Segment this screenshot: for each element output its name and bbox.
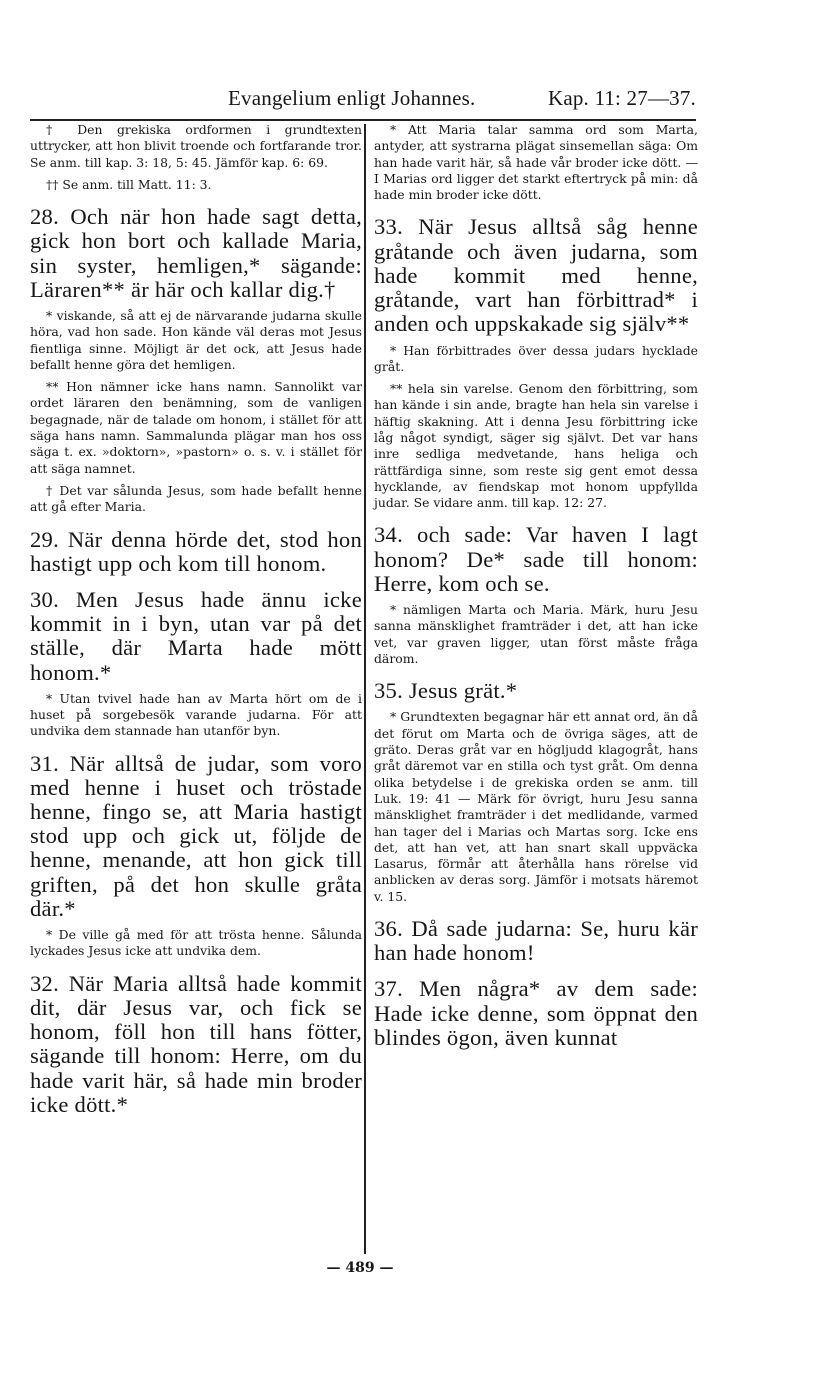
verse-31: 31. När alltså de judar, som voro med henne i huset och tröstade henne, fingo se, att Maria hastigt stod upp och gick ut, följde de henne, menande, att hon gick till griften, på det hon skulle gråta där.* [30,750,362,921]
footnote: * Utan tvivel hade han av Marta hört om de i huset på sorgebesök varande judarna. För att undvika dem stannade han utanför byn. [30,690,362,739]
verse-37: 37. Men några* av dem sade: Hade icke denne, som öppnat den blindes ögon, även kunnat [374,976,698,1050]
left-column [30,122,362,1123]
footnote: † Den grekiska ordformen i grundtexten uttrycker, att hon blivit troende och fortfarande tror. Se anm. till kap. 3: 18, 5: 45. Jämför kap. 6: 69. [30,122,362,170]
verse-33: 33. När Jesus alltså såg henne gråtande och även judarna, som hade kommit med henne, gråtande, vart han förbittrad* i anden och uppskakade sig själv** [374,214,698,337]
footnote: * Att Maria talar samma ord som Marta, antyder, att systrarna plägat sinsemellan säga: Om han hade varit här, så hade vår broder icke dött. — I Marias ord ligger det starkt eftertryck på min: då hade min broder icke dött. [374,122,698,203]
column-divider [364,124,366,1254]
footnote: ** Hon nämner icke hans namn. Sannolikt var ordet läraren den benämning, som de vanligen begagnade, när de talade om honom, i stället för att säga hans namn. Sammalunda plägar man hos oss säga t. ex. »doktorn», »pastorn» o. s. v. i stället för att säga namnet. [30,379,362,476]
verse-34: 34. och sade: Var haven I lagt honom? De* sade till honom: Herre, kom och se. [374,522,698,596]
footnote: ** hela sin varelse. Genom den förbittring, som han kände i sin ande, bragte han hela sin varelse i häftig skakning. Att i denna Jesu förbittring icke låg något syndigt, säger sig självt. Det var hans inre sedliga medvetande, hans heliga och rättfärdiga sinne, som reste sig gent emot dessa hycklande, av fiendskap mot honom uppfyllda judar. Se vidare anm. till kap. 12: 27. [374,381,698,511]
right-column [374,122,698,1056]
verse-35: 35. Jesus grät.* [374,678,518,704]
footnote: * De ville gå med för att trösta henne. Sålunda lyckades Jesus icke att undvika dem. [30,927,362,959]
footnote: * Grundtexten begagnar här ett annat ord, än då det förut om Marta och de övriga säges, att de gräto. Deras gråt var en högljudd klagogråt, hans gråt däremot var en stilla och tyst gråt. Om denna olika betydelse i de grekiska orden se anm. till Luk. 19: 41 — Märk för övrigt, huru Jesu sanna mänsklighet framträder i det medlidande, varmed han tager del i Marias och Martas sorg. Icke ens det, att han vet, att han snart skall uppväcka Lasarus, förmår att återhålla hans rörelse vid anblicken av deras sorg. Jämför i motsats häremot v. 15. [374,709,698,904]
footnote: * viskande, så att ej de närvarande judarna skulle höra, vad hon sade. Hon kände väl deras mot Jesus fientliga sinne. Möjligt är det ock, att Jesus hade befallt henne göra det hemligen. [30,308,362,372]
footnote: †† Se anm. till Matt. 11: 3. [46,176,212,192]
footnote: * Han förbittrades över dessa judars hycklade gråt. [374,342,698,374]
chapter-reference: Kap. 11: 27—37. [547,86,696,110]
page-number: — 489 — [326,1260,394,1276]
verse-36: 36. Då sade judarna: Se, huru kär han hade honom! [374,916,698,966]
verse-29: 29. När denna hörde det, stod hon hastigt upp och kom till honom. [30,526,362,576]
verse-28: 28. Och när hon hade sagt detta, gick hon bort och kallade Maria, sin syster, hemligen,* sägande: Läraren** är här och kallar dig.† [30,204,362,302]
running-header [28,86,696,114]
verse-32: 32. När Maria alltså hade kommit dit, där Jesus var, och fick se honom, föll hon till hans fötter, sägande till honom: Herre, om du hade varit här, så hade min broder icke dött.* [30,970,362,1117]
footnote: * nämligen Marta och Maria. Märk, huru Jesu sanna mänsklighet framträder i det, att han icke vet, var graven ligger, utan först måste fråga därom. [374,602,698,666]
header-rule [30,119,696,121]
verse-30: 30. Men Jesus hade ännu icke kommit in i byn, utan var på det ställe, där Marta hade mött honom.* [30,586,362,685]
footnote: † Det var sålunda Jesus, som hade befallt henne att gå efter Maria. [30,482,362,515]
book-title: Evangelium enligt Johannes. [228,86,476,110]
